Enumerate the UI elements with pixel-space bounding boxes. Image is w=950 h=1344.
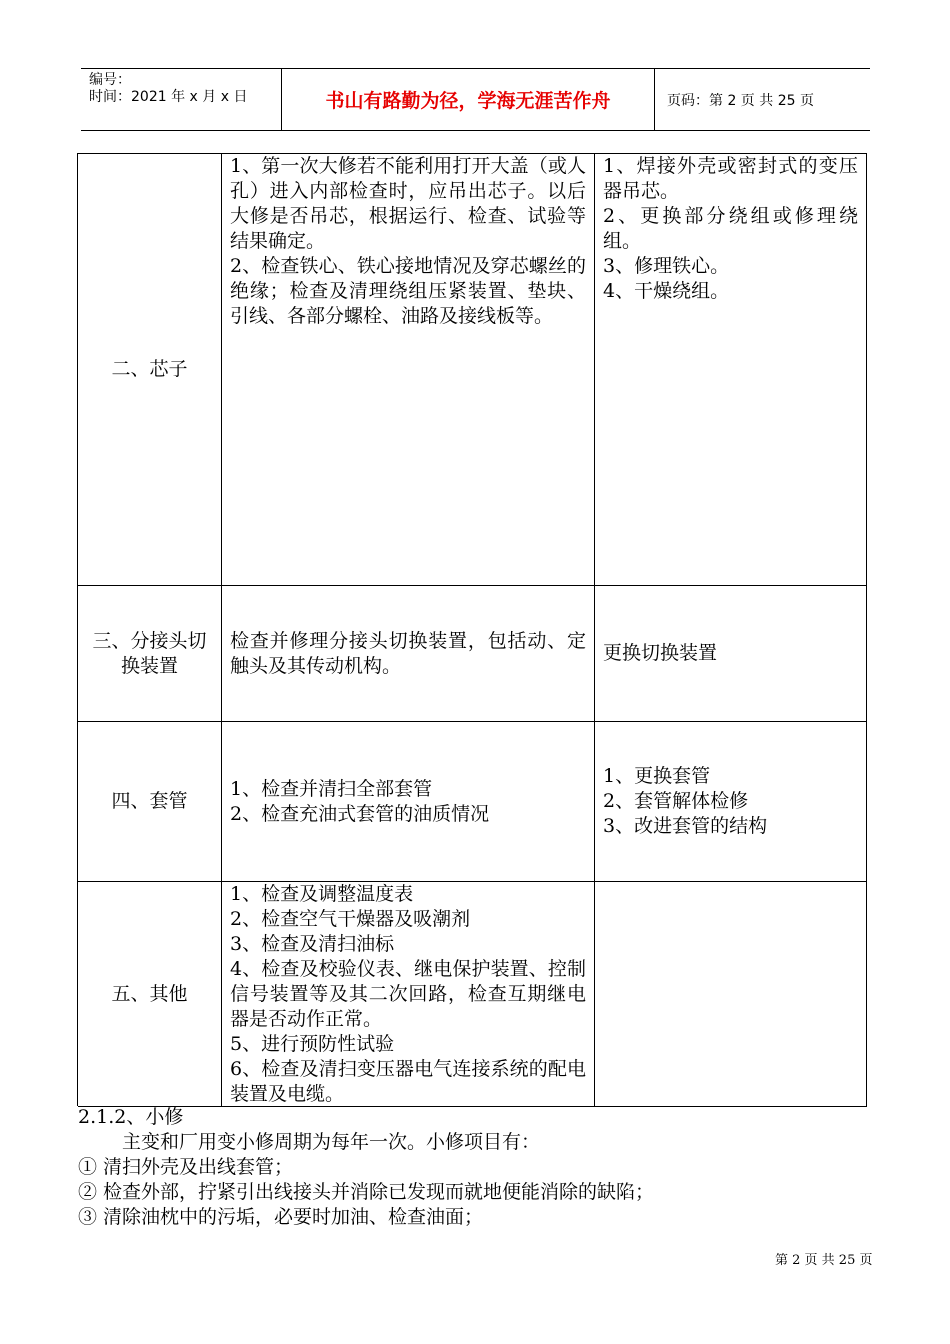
content-cell xyxy=(222,586,595,721)
special-text xyxy=(595,722,866,881)
special-item: 更换切换装置 xyxy=(603,642,718,664)
header-divider xyxy=(654,69,655,130)
category-label: 三、分接头切换装置 xyxy=(92,629,207,677)
content-item: 5、进行预防性试验 xyxy=(230,1033,395,1055)
header-motto: 书山有路勤为径，学海无涯苦作舟 xyxy=(325,90,611,112)
content-item: 3、检查及清扫油标 xyxy=(230,933,395,955)
special-item: 3、改进套管的结构 xyxy=(603,815,768,837)
page-header xyxy=(81,68,870,131)
content-cell xyxy=(222,154,595,585)
page-footer: 第 2 页 共 25 页 xyxy=(775,1253,873,1268)
content-item: 2、检查充油式套管的油质情况 xyxy=(230,802,490,825)
list-item: ③ 清除油枕中的污垢，必要时加油、检查油面； xyxy=(78,1206,484,1228)
table-row xyxy=(78,154,867,586)
special-cell xyxy=(595,722,867,881)
content-item: 2、检查空气干燥器及吸潮剂 xyxy=(230,908,471,930)
content-item: 1、检查并清扫全部套管 xyxy=(230,777,433,800)
special-item: 3、修理铁心。 xyxy=(603,255,730,277)
special-cell xyxy=(595,586,867,721)
list-item: ① 清扫外壳及出线套管； xyxy=(78,1156,294,1178)
section-intro: 主变和厂用变小修周期为每年一次。小修项目有： xyxy=(122,1131,541,1153)
content-item: 1、检查及调整温度表 xyxy=(230,883,414,905)
category-cell xyxy=(78,586,222,721)
special-cell xyxy=(595,154,867,585)
special-cell xyxy=(595,882,867,1106)
document-date: 时间：2021 年 x 月 x 日 xyxy=(89,89,248,105)
content-text xyxy=(222,722,594,881)
special-item: 1、更换套管 xyxy=(603,765,711,787)
document-number-label: 编号： xyxy=(89,72,131,88)
content-text xyxy=(222,154,594,329)
special-text xyxy=(595,154,866,304)
special-item: 2、更换部分绕组或修理绕组。 xyxy=(603,205,858,252)
category-label: 五、其他 xyxy=(111,982,188,1005)
content-item: 检查并修理分接头切换装置，包括动、定触头及其传动机构。 xyxy=(230,629,586,677)
content-item: 4、检查及校验仪表、继电保护装置、控制信号装置等及其二次回路，检查互期继电器是否动作正常。 xyxy=(230,958,586,1030)
content-item: 2、检查铁心、铁心接地情况及穿芯螺丝的绝缘；检查及清理绕组压紧装置、垫块、引线、各部分螺栓、油路及接线板等。 xyxy=(230,255,586,327)
header-meta xyxy=(81,69,281,130)
category-label: 二、芯子 xyxy=(111,358,188,380)
content-item: 1、第一次大修若不能利用打开大盖（或人孔）进入内部检查时，应吊出芯子。以后大修是否吊芯，根据运行、检查、试验等结果确定。 xyxy=(230,155,586,252)
special-item: 2、套管解体检修 xyxy=(603,790,749,812)
content-cell xyxy=(222,722,595,881)
maintenance-table xyxy=(77,153,867,1106)
table-row xyxy=(78,882,867,1107)
list-item: ② 检查外部，拧紧引出线接头并消除已发现而就地便能消除的缺陷； xyxy=(78,1181,655,1203)
category-cell xyxy=(78,154,222,585)
content-text xyxy=(222,586,594,721)
table-row xyxy=(78,722,867,882)
category-cell xyxy=(78,882,222,1106)
content-text xyxy=(222,882,594,1107)
section-text xyxy=(78,1105,868,1230)
content-item: 6、检查及清扫变压器电气连接系统的配电装置及电缆。 xyxy=(230,1058,586,1105)
special-item: 4、干燥绕组。 xyxy=(603,280,730,302)
table-row xyxy=(78,586,867,722)
special-text xyxy=(595,586,866,721)
category-label: 四、套管 xyxy=(111,790,188,812)
section-heading: 2.1.2、小修 xyxy=(78,1106,184,1128)
category-cell xyxy=(78,722,222,881)
content-cell xyxy=(222,882,595,1106)
header-page-number: 页码：第 2 页 共 25 页 xyxy=(667,92,814,109)
special-item: 1、焊接外壳或密封式的变压器吊芯。 xyxy=(603,155,858,202)
